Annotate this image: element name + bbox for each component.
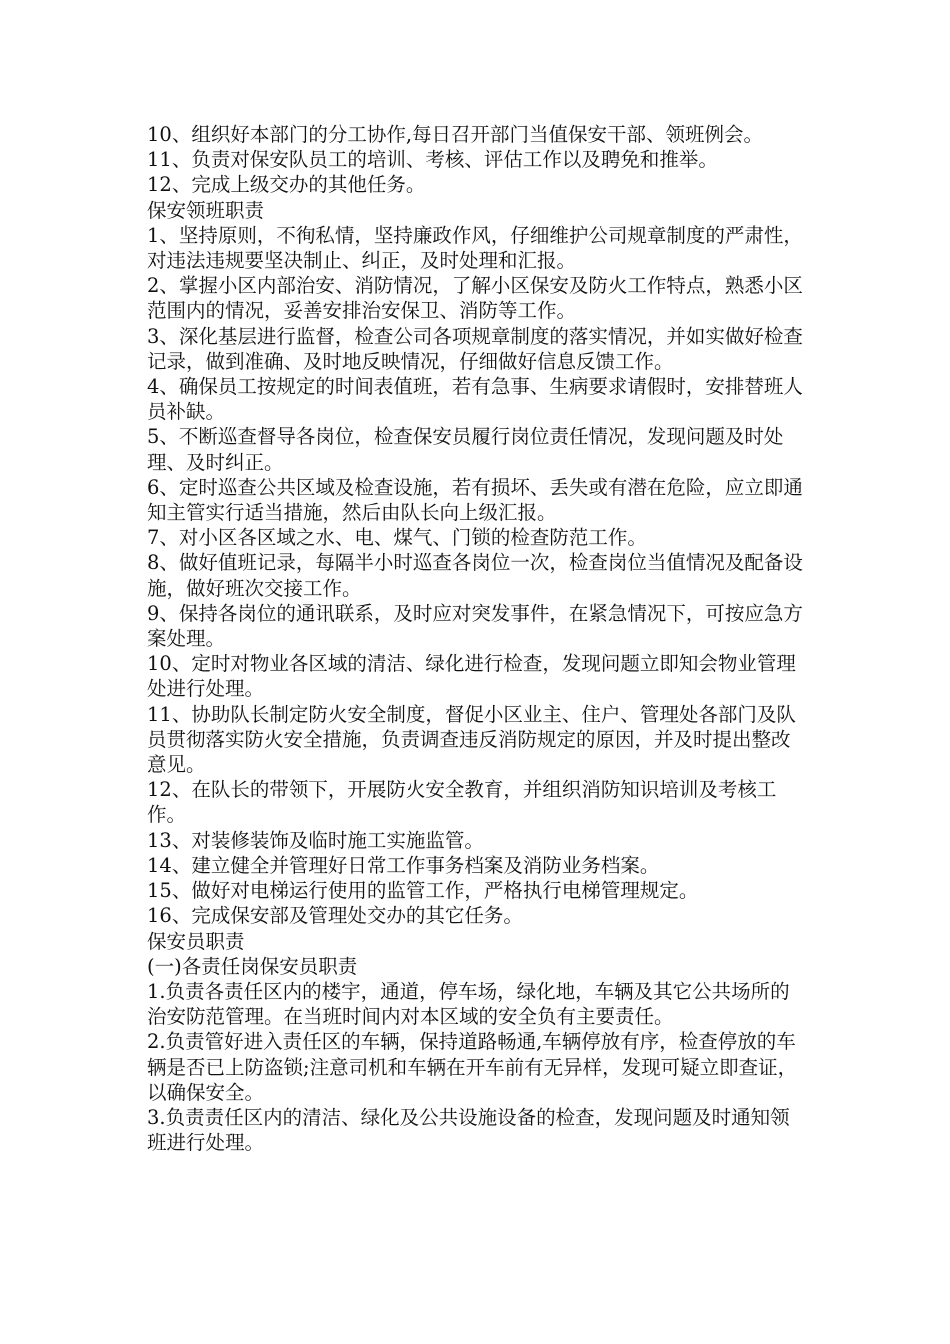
- paragraph: 10、组织好本部门的分工协作,每日召开部门当值保安干部、领班例会。: [147, 123, 764, 146]
- paragraph: 16、完成保安部及管理处交办的其它任务。: [147, 904, 523, 928]
- paragraph: 3.负责责任区内的清洁、绿化及公共设施设备的检查，发现问题及时通知领班进行处理。: [147, 1105, 790, 1155]
- paragraph: 13、对装修装饰及临时施工实施监管。: [147, 828, 484, 852]
- paragraph: 11、协助队长制定防火安全制度，督促小区业主、住户、管理处各部门及队员贯彻落实防火安全措施，负责调查违反消防规定的原因，并及时提出整改意见。: [147, 702, 796, 777]
- paragraph: (一)各责任岗保安员职责: [147, 954, 358, 978]
- paragraph: 14、建立健全并管理好日常工作事务档案及消防业务档案。: [147, 853, 660, 877]
- paragraph: 2、掌握小区内部治安、消防情况，了解小区保安及防火工作特点，熟悉小区范围内的情况，妥善安排治安保卫、消防等工作。: [147, 274, 803, 323]
- paragraph: 1.负责各责任区内的楼宇，通道，停车场，绿化地，车辆及其它公共场所的治安防范管理。在当班时间内对本区域的安全负有主要责任。: [147, 979, 790, 1029]
- paragraph: 保安领班职责: [147, 198, 265, 222]
- paragraph: 12、完成上级交办的其他任务。: [147, 173, 426, 197]
- paragraph: 15、做好对电梯运行使用的监管工作，严格执行电梯管理规定。: [147, 879, 699, 903]
- paragraph: 2.负责管好进入责任区的车辆，保持道路畅通,车辆停放有序，检查停放的车辆是否已上防盗锁;注意司机和车辆在开车前有无异样，发现可疑立即查证，以确保安全。: [147, 1030, 798, 1104]
- paragraph: 7、对小区各区域之水、电、煤气、门锁的检查防范工作。: [147, 526, 647, 550]
- paragraph: 8、做好值班记录，每隔半小时巡查各岗位一次，检查岗位当值情况及配备设施，做好班次交接工作。: [147, 551, 803, 600]
- paragraph: 11、负责对保安队员工的培训、考核、评估工作以及聘免和推举。: [147, 148, 718, 172]
- paragraph: 6、定时巡查公共区域及检查设施，若有损坏、丢失或有潜在危险，应立即通知主管实行适当措施，然后由队长向上级汇报。: [147, 475, 803, 525]
- document-body: [147, 122, 807, 1155]
- paragraph: 12、在队长的带领下，开展防火安全教育，并组织消防知识培训及考核工作。: [147, 778, 777, 827]
- paragraph: 4、确保员工按规定的时间表值班，若有急事、生病要求请假时，安排替班人员补缺。: [147, 375, 803, 424]
- paragraph: 10、定时对物业各区域的清洁、绿化进行检查，发现问题立即知会物业管理处进行处理。: [147, 652, 796, 701]
- paragraph: 9、保持各岗位的通讯联系，及时应对突发事件，在紧急情况下，可按应急方案处理。: [147, 601, 803, 651]
- paragraph: 1、坚持原则，不徇私情，坚持廉政作风，仔细维护公司规章制度的严肃性，对违法违规要坚决制止、纠正，及时处理和汇报。: [147, 223, 803, 273]
- paragraph: 保安员职责: [147, 929, 245, 953]
- paragraph: 5、不断巡查督导各岗位，检查保安员履行岗位责任情况，发现问题及时处理、及时纠正。: [147, 425, 784, 474]
- paragraph: 3、深化基层进行监督，检查公司各项规章制度的落实情况，并如实做好检查记录，做到准确、及时地反映情况，仔细做好信息反馈工作。: [147, 324, 803, 373]
